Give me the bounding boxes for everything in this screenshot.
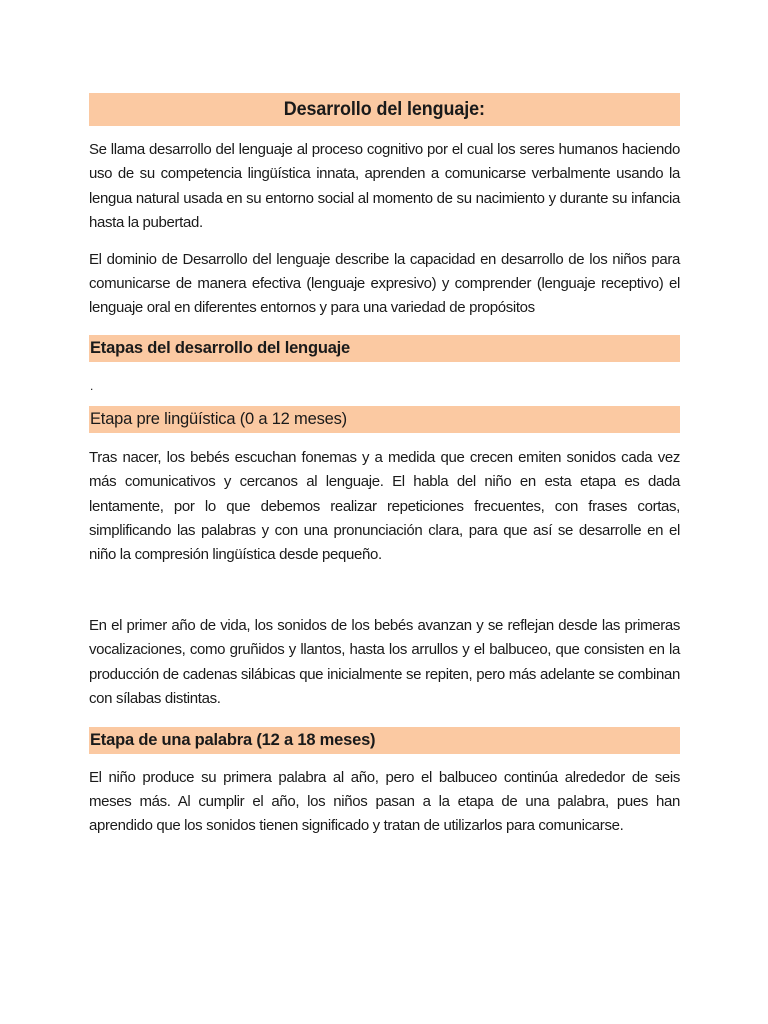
stage-paragraph: Tras nacer, los bebés escuchan fonemas y a medida que crecen emiten sonidos cada vez más comunicativos y cercanos al lenguaje. El habla del niño en esta etapa es dada lentamente, por lo que debemos realizar repeticiones frecuentes, con frases cortas, simplificando las palabras y con una pronunciación clara, para que así se desarrolle en el niño la compresión lingüística desde pequeño. <box>89 448 680 564</box>
stage-heading: Etapa pre lingüística (0 a 12 meses) <box>90 409 347 428</box>
title-band <box>89 93 680 126</box>
document-title: Desarrollo del lenguaje: <box>283 98 486 120</box>
section-heading-band <box>89 335 680 362</box>
stage-heading-band <box>89 406 680 433</box>
stage-heading-band <box>89 727 680 754</box>
stage-paragraph: En el primer año de vida, los sonidos de los bebés avanzan y se reflejan desde las primeras vocalizaciones, como gruñidos y llantos, hasta los arrullos y el balbuceo, que consisten en la producción de cadenas silábicas que inicialmente se repiten, pero más adelante se combinan con sílabas distintas. <box>89 616 680 708</box>
stage-heading: Etapa de una palabra (12 a 18 meses) <box>90 730 376 749</box>
document-page <box>89 93 680 839</box>
intro-paragraph: Se llama desarrollo del lenguaje al proceso cognitivo por el cual los seres humanos haciendo uso de su competencia lingüística innata, aprenden a comunicarse verbalmente usando la lengua natural usada en su entorno social al momento de su nacimiento y durante su infancia hasta la pubertad. <box>89 141 680 232</box>
intro-paragraph: El dominio de Desarrollo del lenguaje describe la capacidad en desarrollo de los niños para comunicarse de manera efectiva (lenguaje expresivo) y comprender (lenguaje receptivo) el lenguaje oral en diferentes entornos y para una variedad de propósitos <box>89 250 680 317</box>
stray-mark: . <box>90 378 94 393</box>
section-heading: Etapas del desarrollo del lenguaje <box>90 338 351 357</box>
stage-paragraph: El niño produce su primera palabra al año, pero el balbuceo continúa alrededor de seis meses más. Al cumplir el año, los niños pasan a la etapa de una palabra, pues han aprendido que los sonidos tienen significado y tratan de utilizarlos para comunicarse. <box>89 768 680 835</box>
